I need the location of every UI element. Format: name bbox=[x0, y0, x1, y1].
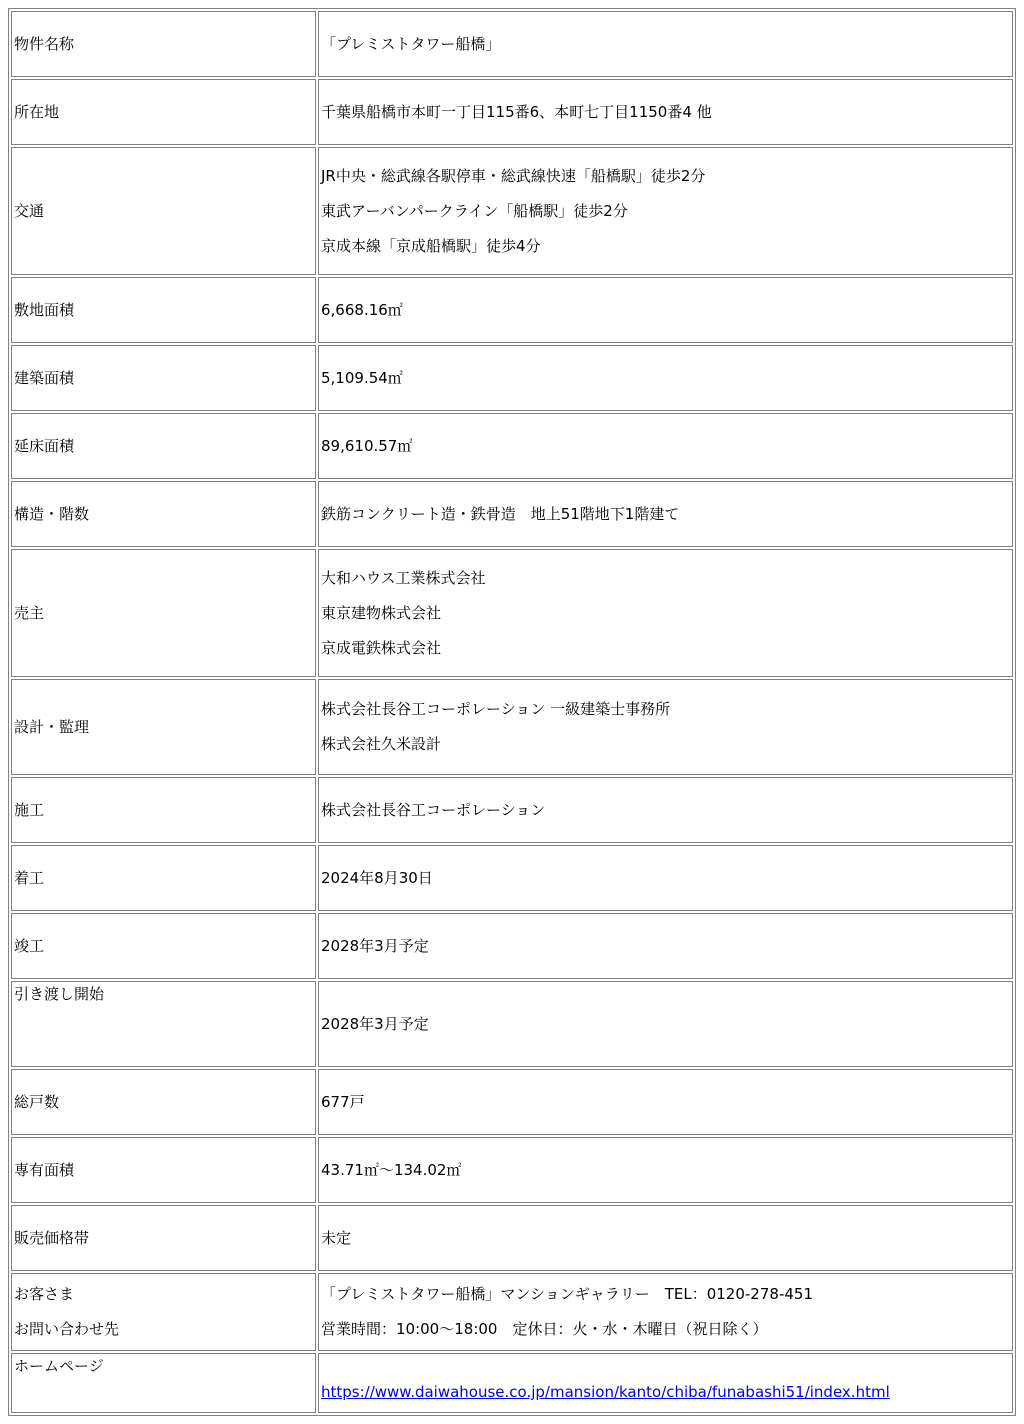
row-value-building-area bbox=[318, 345, 1013, 411]
table-row bbox=[11, 1205, 1013, 1271]
value-line: 大和ハウス工業株式会社 bbox=[321, 568, 486, 587]
value-line: JR中央・総武線各駅停車・総武線快速「船橋駅」徒歩2分 bbox=[321, 166, 706, 185]
row-value-completion bbox=[318, 913, 1013, 979]
row-value-design bbox=[318, 679, 1013, 775]
row-label-transport: 交通 bbox=[11, 147, 316, 275]
row-value-price-range bbox=[318, 1205, 1013, 1271]
homepage-link[interactable]: https://www.daiwahouse.co.jp/mansion/kanto/chiba/funabashi51/index.html bbox=[321, 1383, 890, 1401]
row-label-homepage bbox=[11, 1353, 316, 1413]
label-line: ホームページ bbox=[14, 1357, 104, 1375]
row-value-construction bbox=[318, 777, 1013, 843]
label-line: お問い合わせ先 bbox=[14, 1320, 120, 1338]
table-row bbox=[11, 147, 1013, 275]
row-label-total-units: 総戸数 bbox=[11, 1069, 316, 1135]
table-row bbox=[11, 11, 1013, 77]
row-label-structure: 構造・階数 bbox=[11, 481, 316, 547]
row-label-unit-area: 専有面積 bbox=[11, 1137, 316, 1203]
table-row bbox=[11, 413, 1013, 479]
value-line: 京成本線「京成船橋駅」徒歩4分 bbox=[321, 236, 541, 255]
row-value-groundbreaking bbox=[318, 845, 1013, 911]
value-line: 「プレミストタワー船橋」マンションギャラリー TEL：0120-278-451 bbox=[321, 1285, 813, 1303]
table-row bbox=[11, 1353, 1013, 1413]
row-value-total-units bbox=[318, 1069, 1013, 1135]
row-label-completion: 竣工 bbox=[11, 913, 316, 979]
value-line: 2028年3月予定 bbox=[321, 1014, 429, 1033]
value-line: 株式会社久米設計 bbox=[321, 735, 442, 753]
row-label-design: 設計・監理 bbox=[11, 679, 316, 775]
value-line: 千葉県船橋市本町一丁目115番6、本町七丁目1150番4 他 bbox=[321, 102, 712, 121]
value-line: 営業時間：10:00～18:00 定休日：火・水・木曜日（祝日除く） bbox=[321, 1320, 768, 1338]
row-label-site-area: 敷地面積 bbox=[11, 277, 316, 343]
row-label-building-area: 建築面積 bbox=[11, 345, 316, 411]
value-line: 東武アーバンパークライン「船橋駅」徒歩2分 bbox=[321, 201, 628, 220]
label-line: 引き渡し開始 bbox=[14, 985, 105, 1003]
value-line: 6,668.16㎡ bbox=[321, 300, 403, 319]
row-label-property-name: 物件名称 bbox=[11, 11, 316, 77]
row-label-seller: 売主 bbox=[11, 549, 316, 677]
table-row bbox=[11, 79, 1013, 145]
value-line: 未定 bbox=[321, 1228, 352, 1247]
value-line: 5,109.54㎡ bbox=[321, 368, 403, 387]
row-value-seller bbox=[318, 549, 1013, 677]
value-line: 株式会社長谷工コーポレーション bbox=[321, 800, 546, 819]
value-line: 2024年8月30日 bbox=[321, 868, 433, 887]
table-row bbox=[11, 1069, 1013, 1135]
table-row bbox=[11, 481, 1013, 547]
row-label-groundbreaking: 着工 bbox=[11, 845, 316, 911]
value-line: 2028年3月予定 bbox=[321, 936, 429, 955]
table-row bbox=[11, 1137, 1013, 1203]
row-value-property-name bbox=[318, 11, 1013, 77]
row-label-construction: 施工 bbox=[11, 777, 316, 843]
value-line: 株式会社長谷工コーポレーション 一級建築士事務所 bbox=[321, 700, 671, 718]
row-value-unit-area bbox=[318, 1137, 1013, 1203]
value-line: 677戸 bbox=[321, 1092, 365, 1111]
row-value-structure bbox=[318, 481, 1013, 547]
table-row bbox=[11, 913, 1013, 979]
row-label-address: 所在地 bbox=[11, 79, 316, 145]
value-line: 89,610.57㎡ bbox=[321, 436, 413, 455]
row-label-price-range: 販売価格帯 bbox=[11, 1205, 316, 1271]
property-info-table bbox=[8, 8, 1016, 1416]
row-value-floor-area bbox=[318, 413, 1013, 479]
value-line: 「プレミストタワー船橋」 bbox=[321, 34, 501, 53]
value-line: 鉄筋コンクリート造・鉄骨造 地上51階地下1階建て bbox=[321, 504, 680, 523]
row-label-handover bbox=[11, 981, 316, 1067]
row-value-homepage bbox=[318, 1353, 1013, 1413]
table-row bbox=[11, 777, 1013, 843]
table-row bbox=[11, 549, 1013, 677]
row-value-handover bbox=[318, 981, 1013, 1067]
row-value-transport bbox=[318, 147, 1013, 275]
table-row bbox=[11, 981, 1013, 1067]
table-row bbox=[11, 345, 1013, 411]
row-value-inquiry bbox=[318, 1273, 1013, 1351]
row-label-inquiry bbox=[11, 1273, 316, 1351]
value-line: 東京建物株式会社 bbox=[321, 603, 442, 622]
row-label-floor-area: 延床面積 bbox=[11, 413, 316, 479]
table-row bbox=[11, 1273, 1013, 1351]
table-row bbox=[11, 845, 1013, 911]
row-value-address bbox=[318, 79, 1013, 145]
label-line: お客さま bbox=[14, 1285, 75, 1303]
value-line: 43.71㎡～134.02㎡ bbox=[321, 1160, 462, 1179]
row-value-site-area bbox=[318, 277, 1013, 343]
table-row bbox=[11, 277, 1013, 343]
value-line: 京成電鉄株式会社 bbox=[321, 638, 442, 657]
table-row bbox=[11, 679, 1013, 775]
